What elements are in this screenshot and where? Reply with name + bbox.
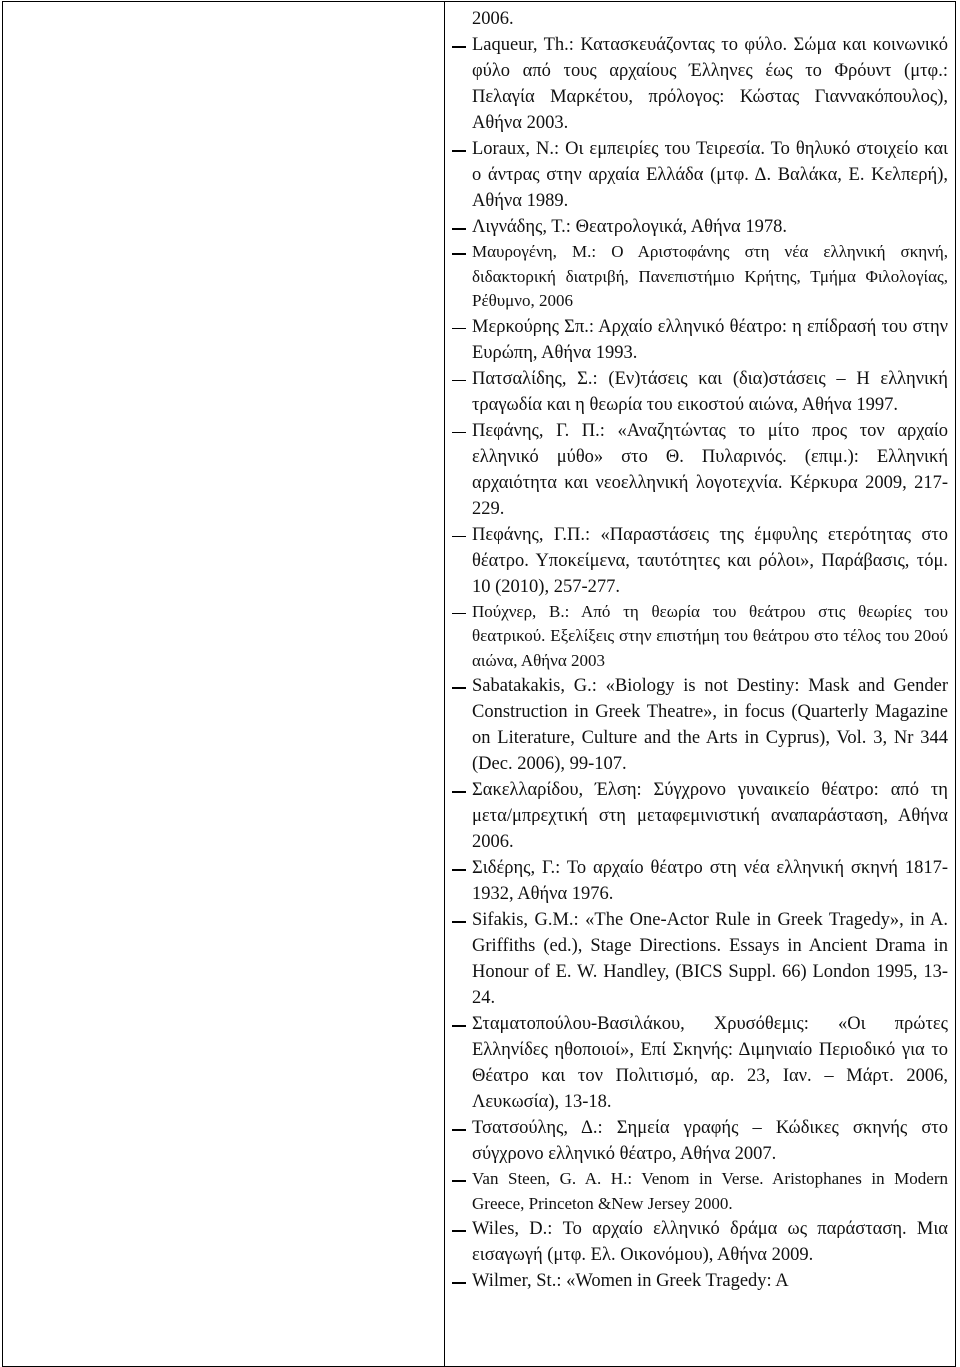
continued-line: 2006. <box>472 9 514 29</box>
reference-item <box>451 1115 948 1167</box>
reference-author: Μερκούρης Σπ.: <box>472 316 599 337</box>
reference-author: Σακελλαρίδου, Έλση: <box>472 780 654 800</box>
reference-title: «Biology is not Destiny: Mask and Gender Construction in Greek Theatre», in focus (Quarterly Magazine on Literature, Culture and the Arts in Cyprus), Vol. 3, Nr 344 (Dec. 2006), 99-107. <box>472 676 948 774</box>
reference-item <box>451 214 948 240</box>
reference-title: «The One-Actor Rule in Greek Tragedy», in A. Griffiths (ed.), Stage Directions. Essays in Ancient Drama in Honour of E. W. Handley, (BICS Suppl. 66) London 1995, 13-24. <box>472 910 948 1008</box>
reference-item <box>451 600 948 674</box>
bibliography-column <box>451 6 948 1294</box>
reference-item <box>451 777 948 855</box>
reference-author: Sifakis, G.M.: <box>472 910 586 930</box>
reference-title: «Παραστάσεις της έμφυλης ετερότητας στο θέατρο. Υποκείμενα, ταυτότητες και ρόλοι», Παράβασις, τόμ. 10 (2010), 257-277. <box>472 524 949 597</box>
reference-list <box>451 32 948 1294</box>
reference-author: Τσατσούλης, Δ.: <box>472 1118 617 1138</box>
reference-item <box>451 1268 948 1294</box>
reference-title: Venom in Verse. Aristophanes in Modern Greece, Princeton &New Jersey 2000. <box>472 1169 949 1213</box>
reference-title: Σύγχρονο γυναικείο θέατρο: από τη μετα/μπρεχτική στη μεταφεμινιστική αναπαράσταση, Αθήνα 2006. <box>472 780 948 852</box>
reference-title: «Οι πρώτες Ελληνίδες ηθοποιοί», Επί Σκηνής: Διμηνιαίο Περιοδικό για το Θέατρο και τον Πολιτισμό, αρ. 23, Ιαν. – Μάρτ. 2006, Λευκωσία), 13-18. <box>472 1014 948 1112</box>
reference-title: Το αρχαίο ελληνικό δράμα ως παράσταση. Μια εισαγωγή (μτφ. Ελ. Οικονόμου), Αθήνα 2009. <box>472 1219 948 1265</box>
reference-author: Σιδέρης, Γ.: <box>472 858 567 878</box>
reference-item <box>451 855 948 907</box>
reference-title: Από τη θεωρία του θεάτρου στις θεωρίες του θεατρικού. Εξελίξεις στην επιστήμη του θεάτρου στο τέλος του 20ού αιώνα, Αθήνα 2003 <box>472 601 948 670</box>
reference-author: Wilmer, St.: <box>472 1271 567 1291</box>
reference-item <box>451 418 948 522</box>
reference-title: (Εν)τάσεις και (δια)στάσεις – Η ελληνική τραγωδία και η θεωρία του εικοστού αιώνα, Αθήνα 1997. <box>472 368 948 415</box>
reference-author: Μαυρογένη, Μ.: <box>472 242 612 261</box>
reference-item <box>451 1216 948 1268</box>
reference-author: Laqueur, Th.: <box>472 35 581 55</box>
reference-author: Van Steen, G. A. H.: <box>472 1169 642 1188</box>
reference-item <box>451 1011 948 1115</box>
reference-item <box>451 522 948 600</box>
reference-title: Σημεία γραφής – Κώδικες σκηνής στο σύγχρονο ελληνικό θέατρο, Αθήνα 2007. <box>472 1118 948 1164</box>
reference-author: Πεφάνης, Γ. Π.: <box>472 420 618 441</box>
reference-author: Σταματοπούλου-Βασιλάκου, Χρυσόθεμις: <box>472 1014 838 1034</box>
reference-title: Αρχαίο ελληνικό θέατρο: η επίδρασή του στην Ευρώπη, Αθήνα 1993. <box>472 316 948 363</box>
reference-title: Ο Αριστοφάνης στη νέα ελληνική σκηνή, διδακτορική διατριβή, Πανεπιστήμιο Κρήτης, Τμήμα Φιλολογίας, Ρέθυμνο, 2006 <box>472 242 948 310</box>
reference-author: Πεφάνης, Γ.Π.: <box>472 524 601 545</box>
column-divider <box>444 1 445 1367</box>
reference-author: Wiles, D.: <box>472 1219 563 1239</box>
reference-title: «Women in Greek Tragedy: A <box>566 1271 789 1291</box>
reference-title: Θεατρολογικά, Αθήνα 1978. <box>575 217 787 237</box>
reference-item <box>451 240 948 314</box>
reference-item <box>451 32 948 136</box>
reference-author: Πατσαλίδης, Σ.: <box>472 368 609 389</box>
reference-item <box>451 1167 948 1216</box>
reference-item <box>451 314 948 366</box>
reference-title: Το αρχαίο θέατρο στη νέα ελληνική σκηνή 1817-1932, Αθήνα 1976. <box>472 858 948 904</box>
reference-author: Πούχνερ, Β.: <box>472 601 582 621</box>
reference-title: Οι εμπειρίες του Τειρεσία. Το θηλυκό στοιχείο και ο άντρας στην αρχαία Ελλάδα (μτφ. Δ. Βαλάκα, Ε. Κελπερή), Αθήνα 1989. <box>472 139 948 211</box>
reference-author: Sabatakakis, G.: <box>472 676 606 696</box>
reference-item <box>451 136 948 214</box>
reference-title: «Αναζητώντας το μίτο προς τον αρχαίο ελληνικό μύθο» στο Θ. Πυλαρινός. (επιμ.): Ελληνική αρχαιότητα και νεοελληνική λογοτεχνία. Κέρκυρα 2009, 217-229. <box>472 420 948 519</box>
reference-title: Κατασκευάζοντας το φύλο. Σώμα και κοινωνικό φύλο από τους αρχαίους Έλληνες έως το Φρόυντ (μτφ.: Πελαγία Μαρκέτου, πρόλογος: Κώστας Γιαννακόπουλος), Αθήνα 2003. <box>472 35 948 133</box>
reference-item <box>451 366 948 418</box>
reference-item <box>451 673 948 777</box>
reference-author: Loraux, N.: <box>472 139 566 159</box>
reference-item <box>451 907 948 1011</box>
reference-author: Λιγνάδης, Τ.: <box>472 217 576 237</box>
